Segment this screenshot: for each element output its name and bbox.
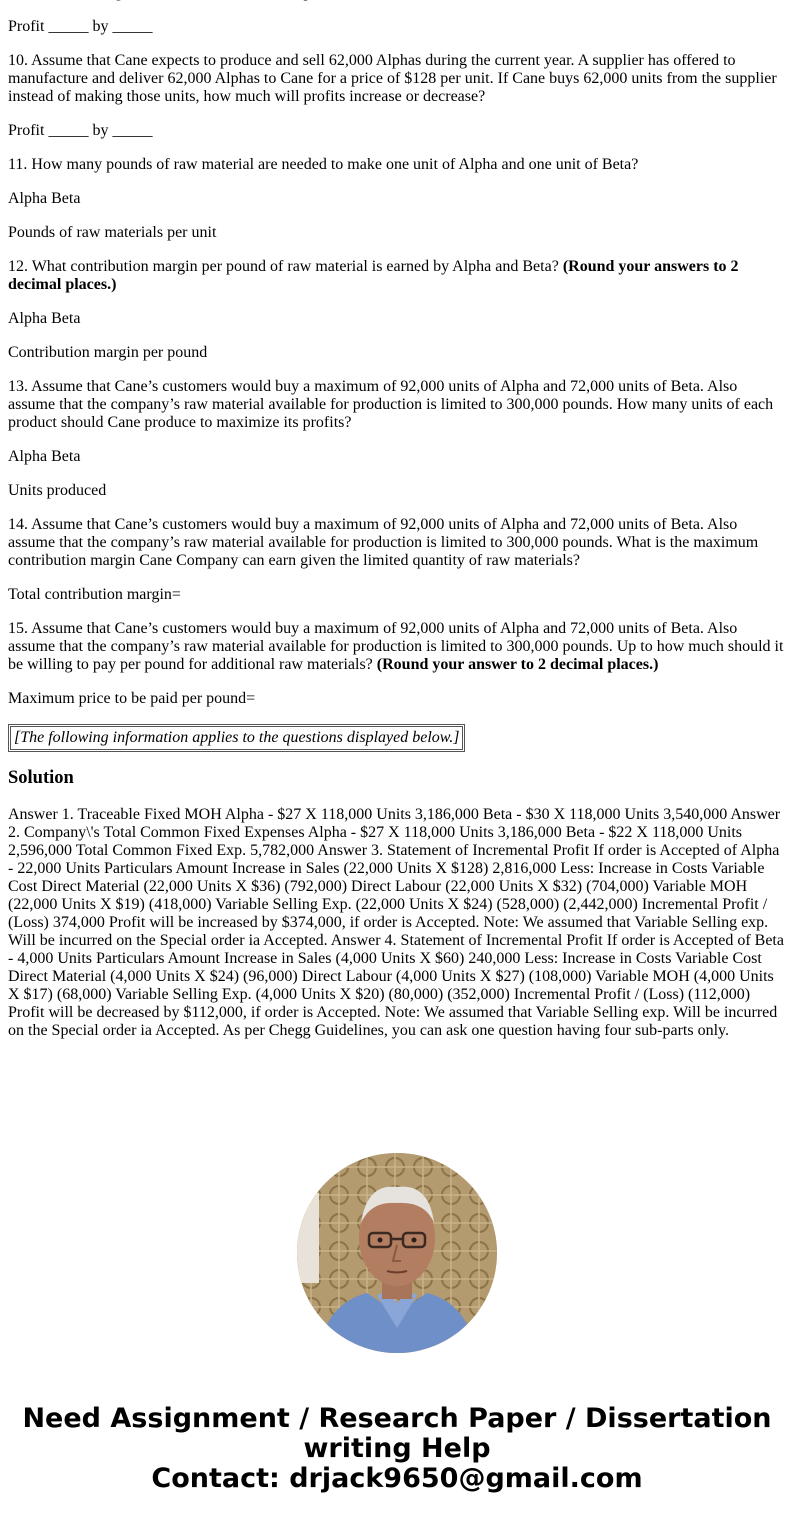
question-15: 15. Assume that Cane’s customers would buy a maximum of 92,000 units of Alpha and 72,000 units of Beta. Also assume that the company’s raw material available for production is limited to 300,000 pounds. Up to how much should it be willing to pay per pound for additional raw materials? (Round your answer to 2 decimal places.): [8, 620, 784, 673]
profit-answer-line: Profit _____ by _____: [8, 122, 153, 139]
info-banner: [The following information applies to the questions displayed below.]: [8, 724, 465, 752]
author-photo-illustration: [297, 1153, 497, 1353]
solution-answer: Answer 1. Traceable Fixed MOH Alpha - $27 X 118,000 Units 3,186,000 Beta - $30 X 118,000 Units 3,540,000 Answer 2. Company\'s Total Common Fixed Expenses Alpha - $27 X 118,000 Units 3,186,000 Beta - $22 X 118,000 Units 2,596,000 Total Common Fixed Exp. 5,782,000 Answer 3. Statement of Incremental Profit If order is Accepted of Alpha - 22,000 Units Particulars Amount Increase in Sales (22,000 Units X $128) 2,816,000 Less: Increase in Costs Variable Cost Direct Material (22,000 Units X $36) (792,000) Direct Labour (22,000 Units X $32) (704,000) Variable MOH (22,000 Units X $19) (418,000) Variable Selling Exp. (22,000 Units X $24) (528,000) (2,442,000) Incremental Profit / (Loss) 374,000 Profit will be increased by $374,000, if order is Accepted. Note: We assumed that Variable Selling exp. Will be incurred on the Special order ia Accepted. Answer 4. Statement of Incremental Profit If order is Accepted of Beta - 4,000 Units Particulars Amount Increase in Sales (4,000 Units X $60) 240,000 Less: Increase in Costs Variable Cost Direct Material (4,000 Units X $24) (96,000) Direct Labour (4,000 Units X $27) (108,000) Variable MOH (4,000 Units X $17) (68,000) Variable Selling Exp. (4,000 Units X $20) (80,000) (352,000) Incremental Profit / (Loss) (112,000) Profit will be decreased by $112,000, if order is Accepted. Note: We assumed that Variable Selling exp. Will be incurred on the Special order ia Accepted. As per Chegg Guidelines, you can ask one question having four sub-parts only.: [8, 806, 784, 1039]
table-row-label: Contribution margin per pound: [8, 344, 208, 361]
table-row-label: Total contribution margin=: [8, 586, 181, 603]
rounding-instruction: (Round your answers to 2 decimal places.): [8, 258, 739, 293]
author-photo: [297, 1153, 497, 1353]
footer-headline: Need Assignment / Research Paper / Dissertation writing Help: [22, 1403, 772, 1464]
question-9-tail: [8, 0, 786, 2]
question-13: 13. Assume that Cane’s customers would buy a maximum of 92,000 units of Alpha and 72,000 units of Beta. Also assume that the company’s raw material available for production is limited to 300,000 pounds. How many units of each product should Cane produce to maximize its profits?: [8, 378, 774, 431]
table-row-label: Maximum price to be paid per pound=: [8, 690, 256, 707]
table-header-alpha-beta: Alpha Beta: [8, 190, 81, 207]
question-11: 11. How many pounds of raw material are needed to make one unit of Alpha and one unit of Beta?: [8, 156, 639, 173]
question-12: 12. What contribution margin per pound of raw material is earned by Alpha and Beta? (Round your answers to 2 decimal places.): [8, 258, 739, 293]
avatar: [297, 1153, 497, 1353]
table-header-alpha-beta: Alpha Beta: [8, 448, 81, 465]
table-row-label: Units produced: [8, 482, 107, 499]
table-row-label: Pounds of raw materials per unit: [8, 224, 217, 241]
question-14: 14. Assume that Cane’s customers would buy a maximum of 92,000 units of Alpha and 72,000 units of Beta. Also assume that the company’s raw material available for production is limited to 300,000 pounds. What is the maximum contribution margin Cane Company can earn given the limited quantity of raw materials?: [8, 516, 759, 569]
footer-contact: Contact: drjack9650@gmail.com: [151, 1463, 643, 1494]
question-10: 10. Assume that Cane expects to produce and sell 62,000 Alphas during the current year. A supplier has offered to manufacture and deliver 62,000 Alphas to Cane for a price of $128 per unit. If Cane buys 62,000 units from the supplier instead of making those units, how much will profits increase or decrease?: [8, 52, 777, 105]
table-header-alpha-beta: Alpha Beta: [8, 310, 81, 327]
solution-heading: Solution: [8, 768, 74, 788]
document-body: [8, 0, 786, 1040]
profit-answer-line: Profit _____ by _____: [8, 18, 153, 35]
promo-footer: [0, 1404, 794, 1494]
rounding-instruction: (Round your answer to 2 decimal places.): [376, 656, 659, 673]
